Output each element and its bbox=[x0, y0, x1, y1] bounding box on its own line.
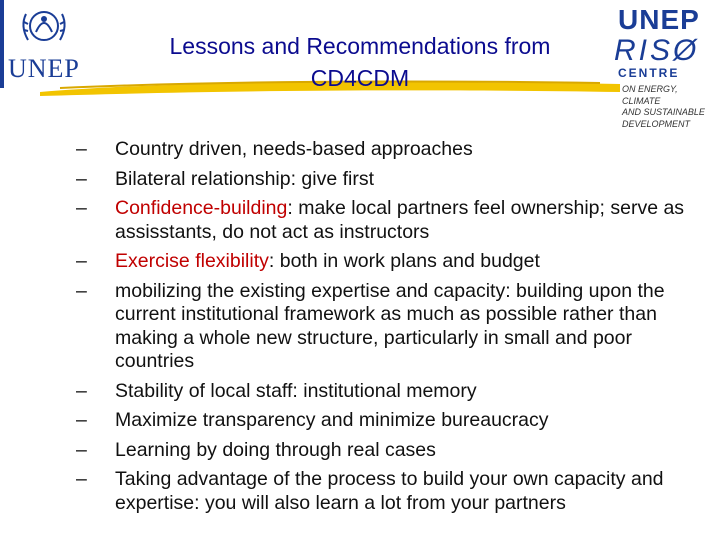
list-item bbox=[76, 380, 706, 404]
logo-riso-text: RISØ bbox=[614, 34, 700, 67]
bullet-list bbox=[76, 138, 706, 521]
list-item bbox=[76, 168, 706, 192]
highlight-text: Confidence-building bbox=[115, 197, 288, 219]
bullet-text: : make local partners feel ownership; serve as assisstants, do not act as instructors bbox=[115, 197, 685, 243]
logo-unep-text: UNEP bbox=[618, 4, 700, 35]
tagline-line: AND SUSTAINABLE bbox=[622, 107, 705, 117]
bullet-dash: – bbox=[76, 468, 87, 490]
bullet-dash: – bbox=[76, 379, 87, 402]
bullet-text: : both in work plans and budget bbox=[268, 250, 540, 272]
unep-wordmark: UNEP bbox=[8, 54, 80, 83]
bullet-dash: – bbox=[76, 250, 87, 272]
bullet-text: Bilateral relationship: give first bbox=[115, 167, 375, 190]
list-item bbox=[76, 280, 706, 374]
logo-centre-text: CENTRE bbox=[618, 66, 680, 80]
bullet-dash: – bbox=[76, 438, 87, 461]
list-item bbox=[76, 468, 706, 515]
unep-riso-centre-logo bbox=[604, 4, 718, 129]
tagline-line: ON ENERGY, CLIMATE bbox=[622, 84, 678, 106]
bullet-text: Learning by doing through real cases bbox=[115, 438, 436, 461]
bullet-dash: – bbox=[76, 138, 87, 160]
title-line-1: Lessons and Recommendations from bbox=[169, 33, 551, 59]
list-item bbox=[76, 409, 706, 433]
bullet-dash: – bbox=[76, 197, 87, 219]
list-item bbox=[76, 138, 706, 162]
list-item bbox=[76, 439, 706, 463]
bullet-text: mobilizing the existing expertise and capacity: building upon the current institutional framework as much as possible rather than making a whole new structure, particularly in small and poor countries bbox=[115, 279, 665, 372]
title-line-2: CD4CDM bbox=[310, 65, 410, 91]
bullet-text: Stability of local staff: institutional memory bbox=[115, 379, 477, 402]
list-item bbox=[76, 197, 706, 244]
tagline-line: DEVELOPMENT bbox=[622, 118, 691, 129]
slide-title bbox=[100, 30, 620, 94]
bullet-dash: – bbox=[76, 409, 87, 431]
logo-tagline bbox=[622, 84, 718, 130]
bullet-text: Country driven, needs-based approaches bbox=[115, 138, 473, 160]
un-emblem-icon bbox=[14, 2, 74, 52]
highlight-text: Exercise flexibility bbox=[115, 250, 269, 272]
list-item bbox=[76, 250, 706, 274]
logo-accent-bar bbox=[0, 0, 4, 88]
bullet-text: Taking advantage of the process to build your own capacity and expertise: you will also learn a lot from your partners bbox=[115, 468, 664, 514]
bullet-text: Maximize transparency and minimize bureaucracy bbox=[115, 409, 549, 431]
bullet-dash: – bbox=[76, 279, 87, 302]
bullet-dash: – bbox=[76, 167, 87, 190]
